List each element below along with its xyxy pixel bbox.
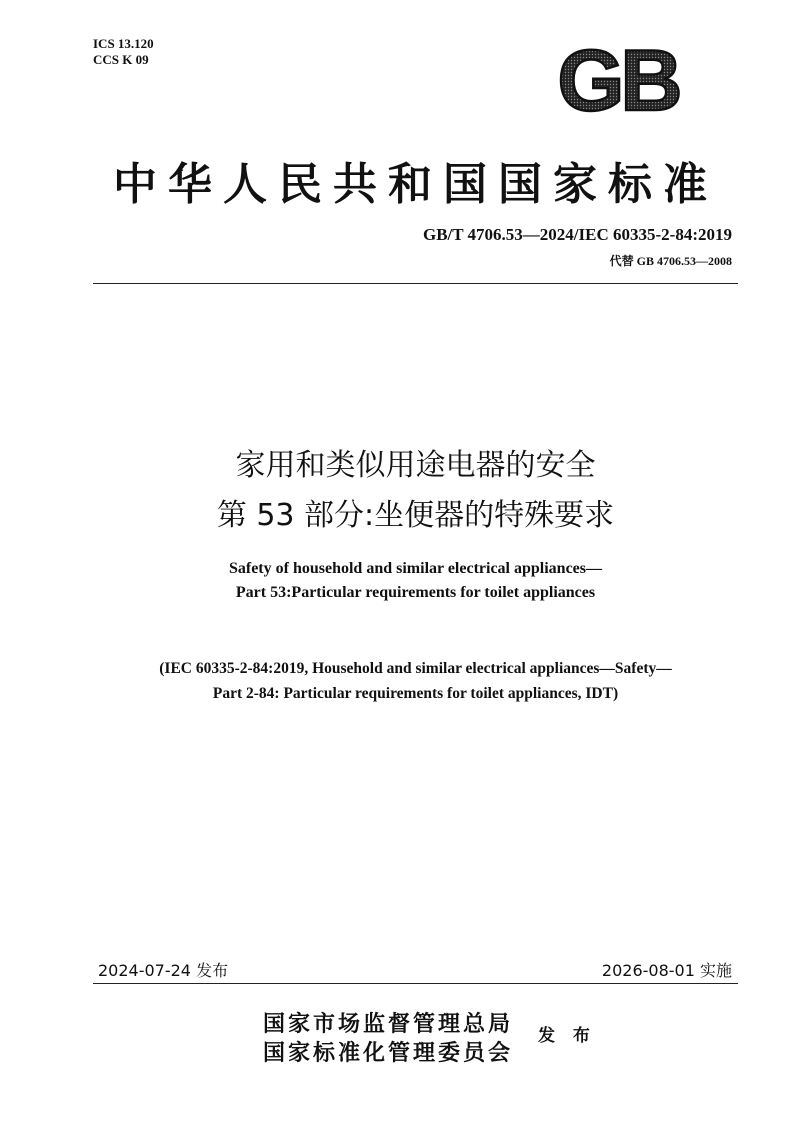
gb-logo [540,38,696,118]
organization-title: 中华人民共和国国家标准 [113,159,718,210]
standard-number: GB/T 4706.53—2024/IEC 60335-2-84:2019 [422,225,732,244]
implementation-date: 2026-08-01 实施 [601,961,732,980]
chinese-title-line2: 第 53 部分:坐便器的特殊要求 [216,498,615,533]
iec-reference-line1: (IEC 60335-2-84:2019, Household and similar electrical appliances—Safety— [159,660,672,677]
english-title-line1: Safety of household and similar electrical appliances— [228,560,603,577]
issue-label: 发 布 [538,1026,596,1046]
iec-reference-line2: Part 2-84: Particular requirements for toilet appliances, IDT) [212,685,619,702]
issue-date: 2024-07-24 发布 [98,961,229,980]
chinese-title-line1: 家用和类似用途电器的安全 [235,448,596,483]
header-divider [93,283,738,284]
ics-code: ICS 13.120 [93,36,154,51]
issuer-sac: 国家标准化管理委员会 [263,1040,514,1066]
replaces-standard: 代替 GB 4706.53—2008 [609,254,732,268]
english-title-line2: Part 53:Particular requirements for toilet appliances [235,584,596,601]
classification-block [93,36,154,68]
footer-divider [93,983,738,984]
issuer-samr: 国家市场监督管理总局 [263,1011,514,1037]
ccs-code: CCS K 09 [93,52,149,67]
gb-logo-text: GB [557,38,679,118]
